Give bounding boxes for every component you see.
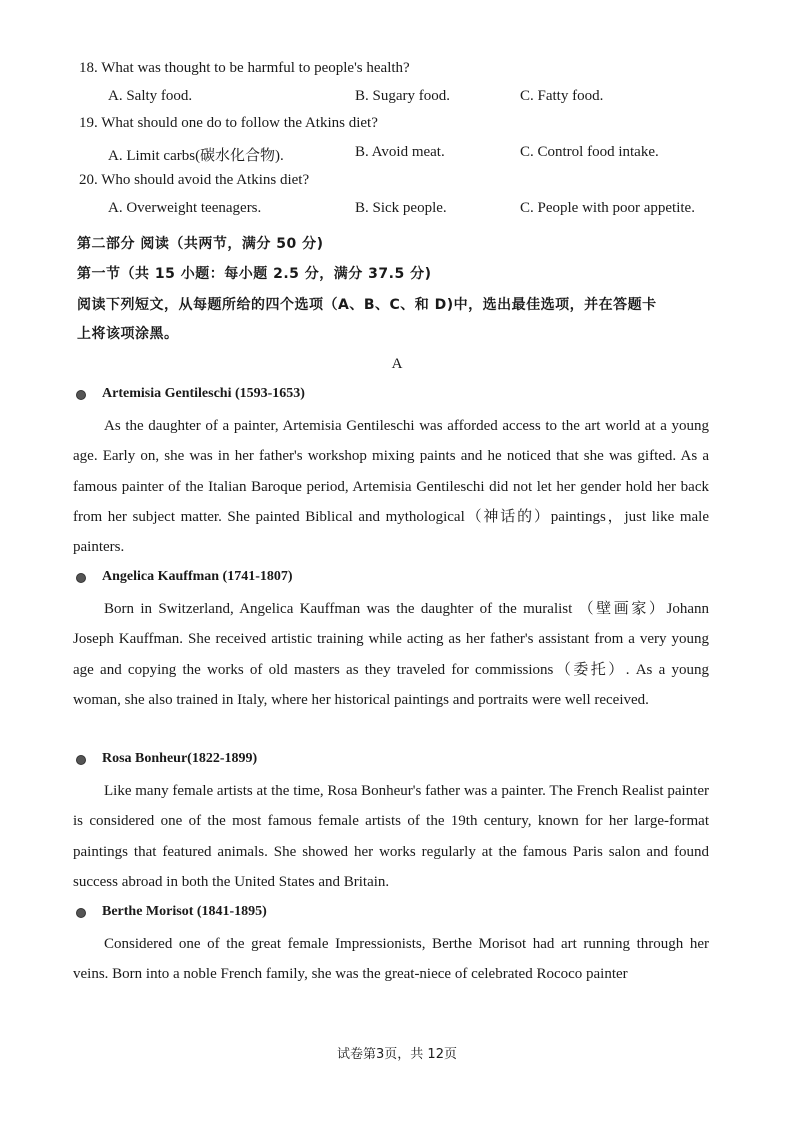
question-18-stem: 18. What was thought to be harmful to people's health? xyxy=(79,60,410,76)
part-title: 第二部分 阅读（共两节，满分 50 分) xyxy=(77,236,324,252)
option-a: A. Limit carbs(碳水化合物). xyxy=(108,148,284,164)
option-b: B. Sugary food. xyxy=(355,88,450,104)
section-subtitle: 第一节（共 15 小题：每小题 2.5 分，满分 37.5 分) xyxy=(77,266,432,282)
passage-letter: A xyxy=(391,356,403,372)
bullet-icon xyxy=(76,755,86,765)
bullet-icon xyxy=(76,908,86,918)
bullet-icon xyxy=(76,390,86,400)
question-19-stem: 19. What should one do to follow the Atkins diet? xyxy=(79,115,378,131)
paragraph-text: Like many female artists at the time, Rosa Bonheur's father was a painter. The French Realist painter is considered one of the most famous female artists of the 19th century, known for her large-format paintings that featured animals. She showed her works regularly at the famous Paris salon and found success abroad in both the United States and Britain. xyxy=(73,783,709,890)
option-b: B. Sick people. xyxy=(355,200,447,216)
instruction-line-2: 上将该项涂黑。 xyxy=(77,326,179,342)
page-footer: 试卷第3页，共 12页 xyxy=(337,1047,457,1062)
option-c: C. People with poor appetite. xyxy=(520,200,695,216)
artist-paragraph xyxy=(73,929,709,990)
artist-paragraph xyxy=(73,594,709,715)
bullet-icon xyxy=(76,573,86,583)
option-c: C. Fatty food. xyxy=(520,88,604,104)
option-a: A. Overweight teenagers. xyxy=(108,200,262,216)
paragraph-text: As the daughter of a painter, Artemisia Gentileschi was afforded access to the art world at a young age. Early on, she was in her father's workshop mixing paints and he noticed that she was gifted. As a famous painter of the Italian Baroque period, Artemisia Gentileschi did not let her gender hold her back from her subject matter. She painted Biblical and mythological（神话的）paintings，just like male painters. xyxy=(73,418,709,556)
artist-heading: Berthe Morisot (1841-1895) xyxy=(102,904,267,919)
paragraph-text: Considered one of the great female Impressionists, Berthe Morisot had art running through her veins. Born into a noble French family, she was the great-niece of celebrated Rococo painter xyxy=(73,936,709,983)
option-c: C. Control food intake. xyxy=(520,144,659,160)
instruction-line-1: 阅读下列短文，从每题所给的四个选项（A、B、C、和 D)中，选出最佳选项，并在答题卡 xyxy=(77,297,657,313)
artist-heading: Angelica Kauffman (1741-1807) xyxy=(102,569,293,584)
artist-heading: Artemisia Gentileschi (1593-1653) xyxy=(102,386,305,401)
paragraph-text: Born in Switzerland, Angelica Kauffman was the daughter of the muralist （壁画家）Johann Joseph Kauffman. She received artistic training while acting as her father's assistant from a very young age and copying the works of old masters as they traveled for commissions（委托）. As a young woman, she also trained in Italy, where her historical paintings and portraits were well received. xyxy=(73,601,709,708)
artist-paragraph xyxy=(73,411,709,562)
artist-heading: Rosa Bonheur(1822-1899) xyxy=(102,751,258,766)
option-b: B. Avoid meat. xyxy=(355,144,445,160)
question-20-stem: 20. Who should avoid the Atkins diet? xyxy=(79,172,310,188)
option-a: A. Salty food. xyxy=(108,88,193,104)
artist-paragraph xyxy=(73,776,709,897)
